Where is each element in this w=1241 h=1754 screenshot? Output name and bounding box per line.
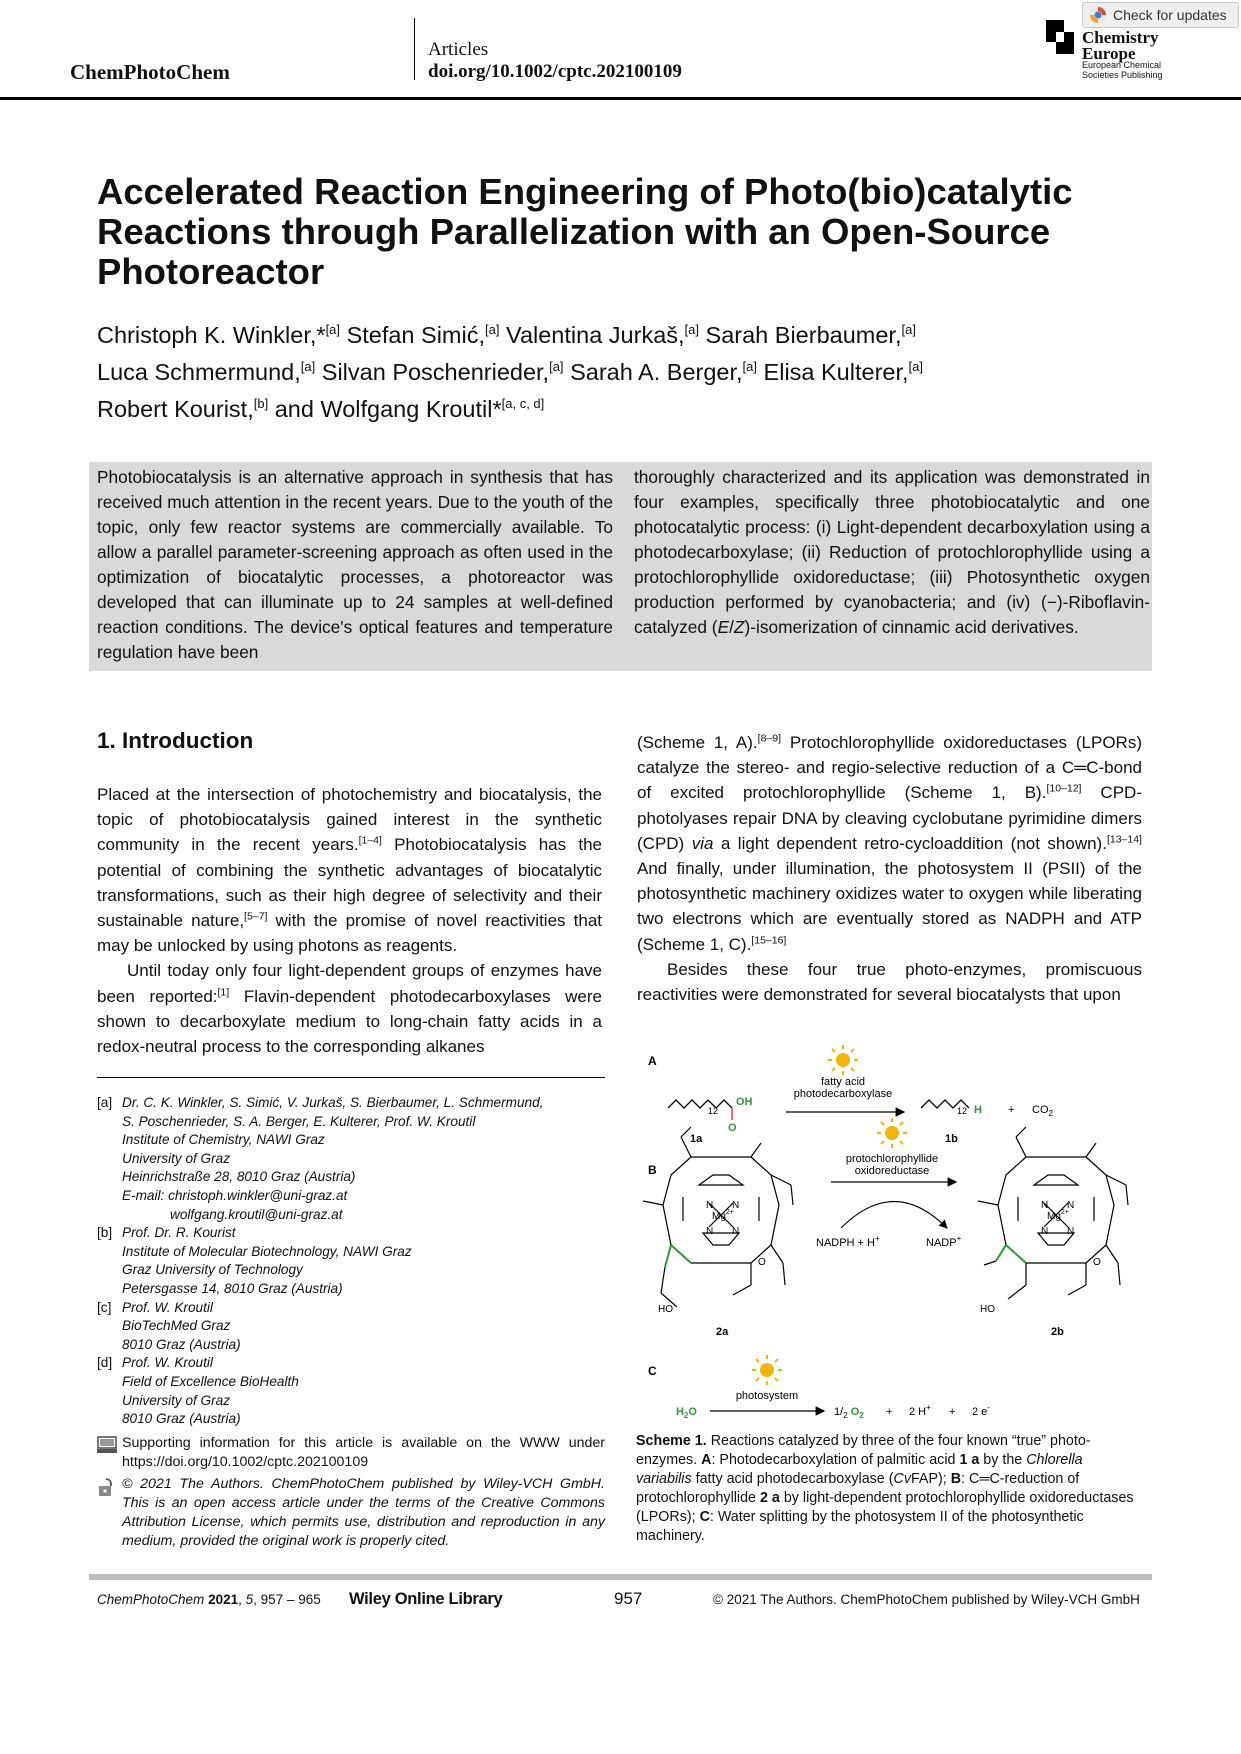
affiliation-lines <box>122 1224 412 1298</box>
proton-label <box>909 1403 931 1418</box>
author-affiliation-ref: [b] <box>253 395 269 411</box>
affiliation-lines <box>122 1299 241 1355</box>
article-type: Articles <box>428 39 489 60</box>
affiliation-entry <box>97 1224 617 1298</box>
affiliation-label: [c] <box>97 1299 112 1315</box>
enzyme-label-lpor-2: oxidoreductase <box>854 1165 930 1177</box>
electron-charge: - <box>987 1403 990 1412</box>
compound-label-1b: 1b <box>945 1133 958 1145</box>
sun-icon <box>877 1118 907 1148</box>
check-for-updates-button[interactable] <box>1082 2 1239 28</box>
text-span: via <box>691 833 714 853</box>
compound-label-2a: 2a <box>716 1326 729 1338</box>
caption-label: Scheme 1. <box>636 1433 707 1449</box>
affiliation-line: Heinrichstraße 28, 8010 Graz (Austria) <box>122 1169 356 1185</box>
author-name[interactable]: and Wolfgang Kroutil* <box>274 395 502 422</box>
license-text: © 2021 The Authors. ChemPhotoChem published by Wiley-VCH GmbH. This is an open access article under the terms of the Creative Commons Attribution License, which permits use, distribution and reproduction in any medium, provided the original work is properly cited. <box>122 1476 605 1549</box>
panel-label-c: C <box>648 1364 657 1378</box>
affiliation-line[interactable]: E-mail: christoph.winkler@uni-graz.at <box>122 1187 348 1203</box>
affiliations <box>97 1094 617 1429</box>
author-name[interactable]: Robert Kourist, <box>97 395 254 422</box>
affiliation-label: [d] <box>97 1355 113 1371</box>
footer-citation: ChemPhotoChem 2021, 5, 957 – 965 <box>97 1592 321 1607</box>
author-name[interactable]: Valentina Jurkaš, <box>506 321 685 348</box>
co2-text: CO <box>1032 1104 1049 1116</box>
panel-a-reaction <box>668 1045 1054 1145</box>
oxygen-label: O <box>728 1122 737 1134</box>
author-affiliation-ref: [a] <box>908 358 923 374</box>
nadph-text: NADPH + H <box>816 1237 875 1249</box>
body-column-right <box>637 730 1142 1007</box>
caption-text: : C═C-reduction of protochlorophyllide <box>636 1471 1080 1506</box>
scheme-1-figure <box>636 1040 1156 1424</box>
doi-link[interactable]: doi.org/10.1002/cptc.202100109 <box>428 61 682 82</box>
caption-panel-label: C <box>699 1509 710 1525</box>
author-name[interactable]: Sarah A. Berger, <box>570 358 743 385</box>
affiliation-line: S. Poschenrieder, S. A. Berger, E. Kulterer, Prof. W. Kroutil <box>122 1113 476 1129</box>
electron-label <box>972 1403 990 1418</box>
plus-sign: + <box>1008 1104 1015 1116</box>
panel-label-b: B <box>648 1163 657 1177</box>
n-label: N <box>732 1226 740 1237</box>
affiliation-line: BioTechMed Graz <box>122 1318 231 1334</box>
n-label: N <box>706 1226 714 1237</box>
nadph-charge: + <box>875 1234 880 1243</box>
water-o: O <box>688 1406 697 1418</box>
citation-ref[interactable]: [1–4] <box>358 834 382 847</box>
text-span: Placed at the intersection of photochemistry and biocatalysis, the topic of photobiocatalysis gained interest in the synthetic community in the recent years. <box>97 785 602 855</box>
author-affiliation-ref: [a] <box>684 322 700 337</box>
author-name[interactable]: Stefan Simić, <box>346 321 486 348</box>
text-span: Protochlorophyllide oxidoreductases (LPORs) catalyze the stereo- and regio-selective reduction of a C═C-bond of excited protochlorophyllide (Scheme 1, B). <box>637 733 1143 803</box>
affiliation-entry <box>97 1094 617 1224</box>
plus-sign: + <box>886 1406 893 1418</box>
citation-ref[interactable]: [10–12] <box>1046 782 1082 795</box>
footer-volume: 5 <box>245 1592 254 1607</box>
mg-charge: 2+ <box>725 1209 734 1216</box>
author-affiliation-ref: [a] <box>325 322 341 337</box>
journal-name: ChemPhotoChem <box>70 60 230 84</box>
affiliation-line: Petersgasse 14, 8010 Graz (Austria) <box>122 1280 343 1296</box>
nadp-charge: + <box>956 1234 962 1243</box>
water-label <box>676 1406 697 1420</box>
compound-label-1a: 1a <box>690 1133 703 1145</box>
affiliation-line: Institute of Chemistry, NAWI Graz <box>122 1132 325 1148</box>
citation-ref[interactable]: [1] <box>217 985 230 998</box>
nadp-text: NADP <box>926 1237 957 1249</box>
caption-text: fatty acid photodecarboxylase ( <box>691 1471 894 1487</box>
affiliation-line: University of Graz <box>122 1150 231 1166</box>
affiliation-line: 8010 Graz (Austria) <box>122 1336 241 1352</box>
ho-label-2b: HO <box>980 1304 995 1315</box>
author-name[interactable]: Luca Schmermund, <box>97 358 301 385</box>
author-list <box>97 314 1127 424</box>
mg-label-2b <box>1047 1209 1069 1222</box>
caption-compound: 2 a <box>759 1490 780 1506</box>
enzyme-label-psii: photosystem <box>735 1390 799 1402</box>
caption-text: FAP); <box>910 1471 951 1487</box>
intro-paragraph-3: Besides these four true photo-enzymes, promiscuous reactivities were demonstrated for several biocatalysts that upon <box>637 959 1142 1005</box>
intro-paragraph-2 <box>97 958 602 1059</box>
co2-label <box>1032 1104 1054 1118</box>
ho-label-2a: HO <box>658 1304 673 1315</box>
enzyme-label-fap-1: fatty acid <box>820 1076 866 1088</box>
citation-ref[interactable]: [13–14] <box>1106 833 1142 846</box>
affiliation-line: Institute of Molecular Biotechnology, NAWI Graz <box>122 1243 412 1259</box>
logo-subtitle: European Chemical Societies Publishing <box>1082 60 1163 80</box>
header-rule <box>0 97 1241 100</box>
mg-label-2a <box>712 1209 734 1222</box>
affiliation-email[interactable]: wolfgang.kroutil@uni-graz.at <box>170 1206 343 1222</box>
caption-panel-label: B <box>950 1471 962 1487</box>
abstract-text-left: Photobiocatalysis is an alternative approach in synthesis that has received much attention in the recent years. Due to the youth of the topic, only few reactor systems are commercially available. To allow a parallel parameter-screening approach as often used in the optimization of biocatalytic processes, a photoreactor was developed that can illuminate up to 24 samples at well-defined reaction conditions. The device's optical features and temperature regulation have been <box>97 467 613 662</box>
plus-sign: + <box>949 1406 956 1418</box>
sun-icon <box>828 1045 858 1075</box>
cofactor-arrow <box>841 1202 947 1229</box>
water-h: H <box>676 1406 684 1418</box>
proton-charge: + <box>926 1403 931 1412</box>
enzyme-label-lpor-1: protochlorophyllide <box>845 1153 939 1165</box>
author-affiliation-ref: [a] <box>549 358 564 374</box>
n-label: N <box>1041 1200 1049 1211</box>
enzyme-label-fap-2: photodecarboxylase <box>793 1088 893 1100</box>
affiliation-lines <box>122 1354 299 1428</box>
affiliation-line: Field of Excellence BioHealth <box>122 1373 299 1389</box>
footer-copyright: © 2021 The Authors. ChemPhotoChem published by Wiley-VCH GmbH <box>713 1592 1140 1607</box>
affiliation-line: 8010 Graz (Austria) <box>122 1411 241 1427</box>
license-note <box>97 1475 605 1551</box>
text-span: And finally, under illumination, the photosystem II (PSII) of the photosynthetic machinery oxidizes water to oxygen while liberating two electrons which are eventually stored as NADPH and ATP (Scheme 1, C). <box>637 859 1142 954</box>
text-span: (Scheme 1, A). <box>637 733 758 752</box>
water-subscript: 2 <box>683 1411 689 1420</box>
electron-text: 2 e <box>972 1406 988 1418</box>
footer-journal: ChemPhotoChem <box>97 1592 205 1607</box>
text-span: Until today only four light-dependent groups of enzymes have been reported: <box>97 961 602 1006</box>
open-access-lock-icon <box>97 1475 122 1551</box>
panel-label-a: A <box>648 1054 657 1068</box>
body-column-left <box>97 782 602 1059</box>
author-name[interactable]: Elisa Kulterer, <box>763 358 909 385</box>
text-span: a light dependent retro-cycloaddition (not shown). <box>713 833 1107 853</box>
caption-abbrev: Cv <box>893 1471 911 1487</box>
o2-fraction-den: 2 <box>843 1411 848 1420</box>
co2-subscript: 2 <box>1048 1109 1053 1118</box>
caption-text: Reactions catalyzed by three of the four known “true” photo-enzymes. <box>636 1433 1091 1468</box>
o2-fraction: 1/ <box>834 1406 844 1418</box>
affiliation-line: Dr. C. K. Winkler, S. Simić, V. Jurkaš, S. Bierbaumer, L. Schmermund, <box>122 1095 544 1110</box>
author-affiliation-ref: [a, c, d] <box>501 395 545 411</box>
supporting-info-text[interactable]: Supporting information for this article is available on the WWW under https://doi.org/10.1002/cptc.202100109 <box>122 1435 605 1470</box>
author-affiliation-ref: [a] <box>742 358 758 374</box>
affiliation-line: Prof. Dr. R. Kourist <box>122 1225 236 1241</box>
caption-compound: 1 a <box>959 1452 980 1468</box>
affiliation-label: [a] <box>97 1095 113 1110</box>
affiliation-line: University of Graz <box>122 1392 231 1408</box>
text-span: Flavin-dependent photodecarboxylases were shown to decarboxylate medium to long-chain fatty acids in a redox-neutral process to the corresponding alkanes <box>97 986 603 1057</box>
hydroxyl-label: OH <box>736 1096 753 1108</box>
n-label: N <box>732 1200 740 1211</box>
header-divider <box>414 18 415 80</box>
repeat-count-1a: 12 <box>708 1106 719 1116</box>
section-heading-introduction: 1. Introduction <box>97 728 254 753</box>
compound-label-2b: 2b <box>1051 1326 1064 1338</box>
footer-rule <box>89 1574 1152 1580</box>
author-name[interactable]: Sarah Bierbaumer, <box>705 321 902 348</box>
mg-text: Mg <box>712 1211 726 1222</box>
text-span: with the promise of novel reactivities that may be unlocked by using photons as reagents. <box>97 911 602 956</box>
caption-text: : Photodecarboxylation of palmitic acid <box>711 1452 960 1468</box>
caption-text: by light-dependent protochlorophyllide oxidoreductases (LPORs); <box>636 1490 1134 1525</box>
mg-text: Mg <box>1047 1211 1061 1222</box>
n-label: N <box>1067 1226 1075 1237</box>
repeat-count-1b: 12 <box>957 1106 968 1116</box>
caption-text: : Water splitting by the photosystem II of the photosynthetic machinery. <box>636 1509 1084 1544</box>
panel-c-reaction <box>676 1355 990 1420</box>
intro-paragraph-2-cont <box>637 730 1142 957</box>
affiliation-lines <box>122 1094 543 1224</box>
footnote-rule <box>97 1077 605 1078</box>
mg-charge: 2+ <box>1060 1209 1069 1216</box>
check-updates-label: Check for updates <box>1113 7 1227 23</box>
supporting-info-note <box>97 1434 605 1472</box>
caption-panel-label: A <box>701 1452 712 1468</box>
computer-icon <box>97 1434 122 1472</box>
affiliation-line: Prof. W. Kroutil <box>122 1299 213 1315</box>
check-updates-icon <box>1089 6 1107 24</box>
author-affiliation-ref: [a] <box>901 322 916 337</box>
caption-species: Chlorella variabilis <box>636 1452 1083 1487</box>
compound-1a-structure <box>668 1100 732 1108</box>
wiley-online-library-link[interactable]: Wiley Online Library <box>349 1590 503 1608</box>
n-label: N <box>1067 1200 1075 1211</box>
citation-ref[interactable]: [8–9] <box>757 732 782 745</box>
o2-subscript: 2 <box>859 1411 864 1420</box>
page-number: 957 <box>614 1589 643 1608</box>
abstract-text-right: thoroughly characterized and its application was demonstrated in four examples, specifically three photobiocatalytic and one photocatalytic process: (i) Light-dependent decarboxylation using a photodecarboxylase; (ii) Reduction of protochlorophyllide using a protochlorophyllide oxidoreductase; (iii) Photosynthetic oxygen production performed by cyanobacteria; and (iv) (−)-Riboflavin-catalyzed (E/Z)-isomerization of cinnamic acid derivatives. <box>634 467 1150 637</box>
n-label: N <box>1041 1226 1049 1237</box>
chemistry-europe-logo-icon <box>1046 20 1076 56</box>
footer-year: 2021 <box>208 1592 239 1607</box>
o2-o: O <box>847 1406 860 1418</box>
caption-text: by the <box>979 1452 1027 1468</box>
affiliation-line: Graz University of Technology <box>122 1262 303 1278</box>
carbonyl-o-label: O <box>1093 1257 1101 1268</box>
text-span: Photobiocatalysis has the potential of combining the synthetic advantages of biocatalytic transformations, such as their high degree of selectivity and their sustainable nature, <box>97 835 603 931</box>
affiliation-entry <box>97 1354 617 1428</box>
author-name[interactable]: Silvan Poschenrieder, <box>321 358 550 385</box>
intro-paragraph-1 <box>97 782 602 958</box>
logo-title: Chemistry Europe <box>1082 28 1159 63</box>
article-title: Accelerated Reaction Engineering of Photo(bio)catalytic Reactions through Parallelization with an Open-Source Photoreactor <box>97 171 1073 292</box>
text-span: CPD-photolyases repair DNA by cleaving cyclobutane pyrimidine dimers (CPD) <box>637 783 1142 853</box>
footer-pages: , 957 – 965 <box>253 1592 321 1607</box>
panel-b-reaction <box>643 1118 1128 1338</box>
carbonyl-o-label: O <box>758 1257 766 1268</box>
hydrogen-label: H <box>974 1104 982 1116</box>
affiliation-entry <box>97 1299 617 1355</box>
affiliation-label: [b] <box>97 1225 113 1241</box>
author-affiliation-ref: [a] <box>300 358 316 374</box>
nadph-label <box>816 1234 880 1249</box>
citation-ref[interactable]: [5–7] <box>244 910 268 923</box>
author-affiliation-ref: [a] <box>485 322 500 337</box>
scheme-caption <box>636 1432 1136 1546</box>
sun-icon <box>752 1355 782 1385</box>
affiliation-line: Prof. W. Kroutil <box>122 1355 213 1371</box>
citation-ref[interactable]: [15–16] <box>751 933 787 946</box>
proton-text: 2 H <box>909 1406 927 1418</box>
oxygen-product-label <box>834 1406 864 1420</box>
author-name[interactable]: Christoph K. Winkler,* <box>97 321 326 348</box>
n-label: N <box>706 1200 714 1211</box>
nadp-label <box>926 1234 962 1249</box>
